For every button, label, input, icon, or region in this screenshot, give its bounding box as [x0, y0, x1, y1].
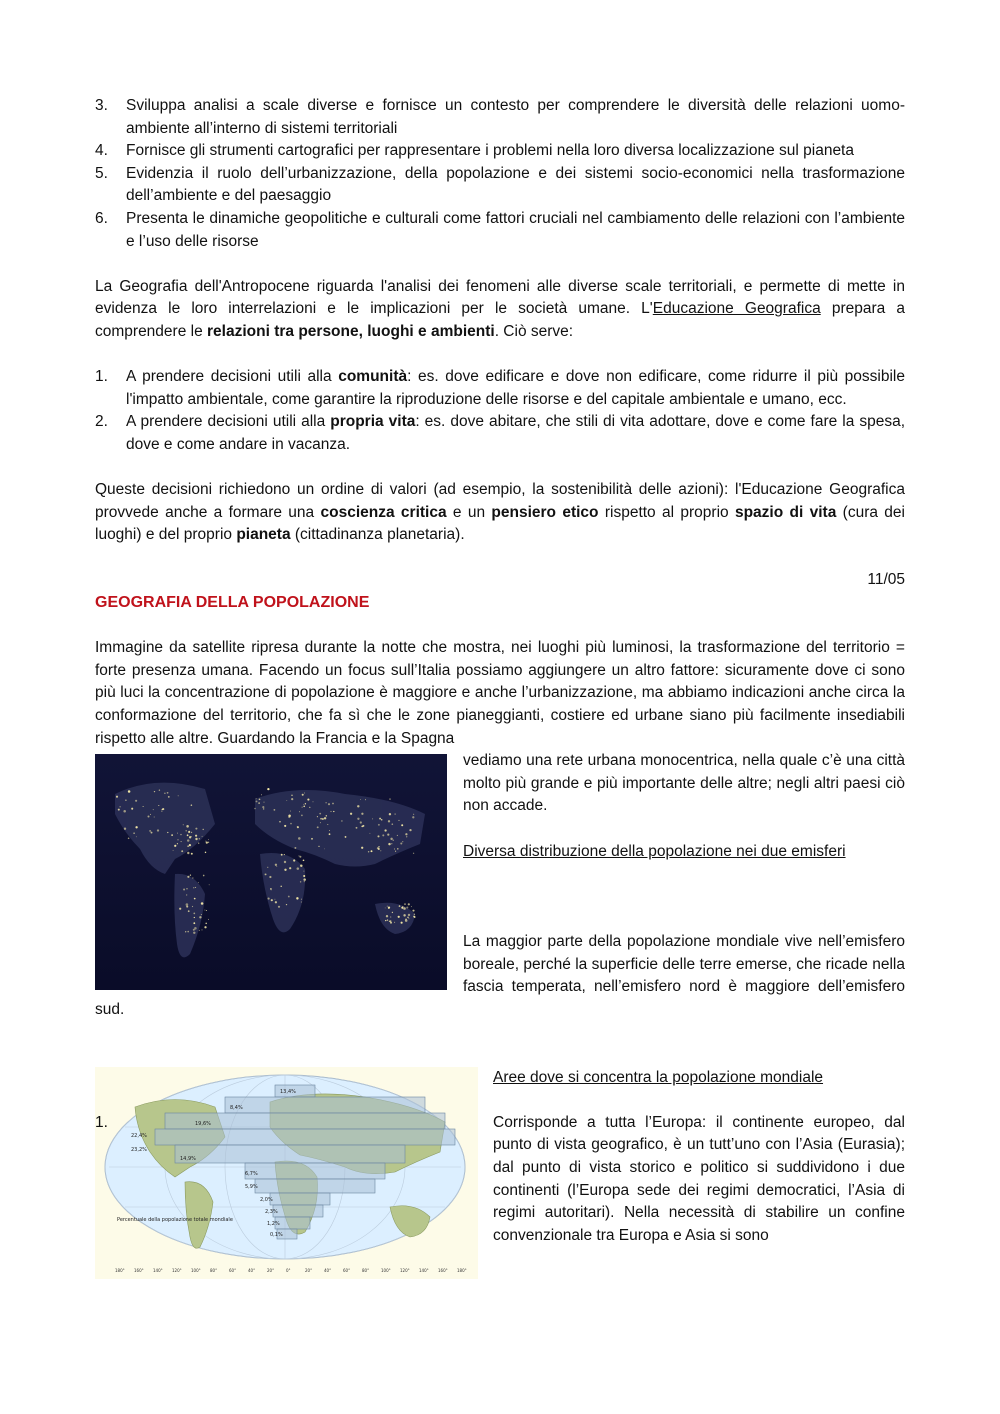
text-span: prepara a comprendere le [95, 300, 905, 340]
paragraph-values [95, 479, 905, 547]
map-percent-label: 2,3% [265, 1208, 278, 1215]
map-axis-label: 60° [343, 1267, 351, 1273]
map-axis-label: 40° [248, 1267, 256, 1273]
bold-text: coscienza critica [320, 503, 447, 521]
list-number: 4. [95, 142, 108, 160]
map-percent-label: 19,6% [195, 1120, 211, 1127]
map-percent-label: 22,4% [131, 1132, 147, 1139]
paragraph-antropocene [95, 276, 905, 344]
list-decisions [95, 366, 905, 456]
list-number: 5. [95, 164, 108, 182]
map-percent-label: 5,9% [245, 1183, 258, 1190]
text-span: La Geografia dell'Antropocene riguarda l'analisi dei fenomeni alle diverse scale territoriali, e permette di mette in evidenza le loro interrelazioni e le implicazioni per le società umane. L' [95, 277, 905, 318]
bold-text: pensiero etico [491, 503, 599, 521]
paragraph-france-spain: vediamo una rete urbana monocentrica, nella quale c’è una città molto più grande e più importante delle altre; negli altri paesi ciò non accade. [463, 752, 905, 815]
map-percent-label: 1,2% [267, 1220, 280, 1227]
map-percent-label: 14,9% [180, 1155, 196, 1162]
bold-text: pianeta [236, 526, 291, 544]
list-item [95, 95, 905, 140]
list-number: 3. [95, 97, 108, 114]
text-span: Queste decisioni richiedono un ordine di valori (ad esempio, la sostenibilità delle azioni): l'Educazione Geografica provvede anche a formare una [95, 481, 905, 521]
list-item [95, 366, 905, 411]
map-percent-label: 0,1% [270, 1231, 283, 1238]
list-text: : es. dove edificare e dove non edificare, come ridurre il più possibile l'impatto ambientale, come garantire la riproduzione delle risorse e del capitale ambientale e umano, ecc. [126, 368, 905, 408]
list-text: Fornisce gli strumenti cartografici per rappresentare i problemi nella loro diversa localizzazione sul pianeta [126, 142, 854, 160]
map-axis-label: 60° [229, 1267, 237, 1273]
map-axis-label: 160° [438, 1267, 448, 1273]
educazione-geografica-link: Educazione Geografica [652, 300, 821, 318]
paragraph-satellite: Immagine da satellite ripresa durante la notte che mostra, nei luoghi più luminosi, la trasformazione del territorio = forte presenza umana. Facendo un focus sull’Italia possiamo aggiungere un altro fattore: sicuramente dove ci sono più luci la concentrazione di popolazione è maggiore e anche l’urbanizzazione, ma abbiamo indicazioni anche circa la conformazione del territorio, che fa sì che le zone pianeggianti, costiere ed urbane siano più facilmente insediabili rispetto alle altre. Guardando la Francia e la Spagna [95, 639, 905, 747]
text-span: . Ciò serve: [494, 322, 574, 340]
map-axis-label: 40° [324, 1267, 332, 1273]
map-axis-label: 160° [134, 1267, 144, 1273]
map-axis-label: 100° [191, 1267, 201, 1273]
map-axis-label: 140° [419, 1267, 429, 1273]
map-axis-label: 0° [286, 1267, 291, 1273]
map-percent-label: 6,7% [245, 1170, 258, 1177]
bold-text: relazioni tra persone, luoghi e ambienti [207, 322, 495, 340]
map-axis-label: 100° [381, 1267, 391, 1273]
list-item [95, 411, 905, 456]
paragraph-hemispheres: La maggior parte della popolazione mondiale vive nell’emisfero boreale, perché la superficie delle terre emerse, che ricade nella fascia temperata, nell’emisfero nord è maggiore dell’emisfero sud. [95, 932, 905, 1018]
list-item [95, 140, 905, 163]
subheading-hemispheres: Diversa distribuzione della popolazione nei due emisferi [463, 842, 846, 860]
list-number: 6. [95, 209, 108, 227]
section-heading: GEOGRAFIA DELLA POPOLAZIONE [95, 594, 370, 612]
list-item [95, 163, 905, 208]
list-text: Corrisponde a tutta l’Europa: il continente europeo, dal punto di vista geografico, è un tutt’uno con l’Asia (Eurasia); dal punto di vista storico e politico si suddividono i due continenti (l’Europa sede dei regimi democratici, l’Asia di regimi autoritari). Nella necessità di stabilire un confine convenzionale tra Europa e Asia si sono [493, 1113, 905, 1244]
list-roles [95, 95, 905, 253]
bold-text: comunità [338, 368, 408, 386]
list-areas [95, 1112, 905, 1248]
list-text: Presenta le dinamiche geopolitiche e culturali come fattori cruciali nel cambiamento delle relazioni con l’ambiente e l’uso delle risorse [126, 209, 905, 250]
map-legend-text: Percentuale della popolazione totale mondiale [117, 1216, 233, 1223]
text-span: rispetto al proprio [598, 503, 735, 521]
list-text: Sviluppa analisi a scale diverse e fornisce un contesto per comprendere le diversità delle relazioni uomo-ambiente all’interno di sistemi territoriali [126, 97, 905, 137]
bold-text: spazio di vita [734, 503, 837, 521]
text-span: (cura dei luoghi) e del proprio [95, 503, 905, 544]
list-text: A prendere decisioni utili alla [126, 413, 331, 431]
map-axis-label: 120° [172, 1267, 182, 1273]
list-number: 1. [95, 1113, 108, 1131]
map-percent-label: 13,4% [280, 1088, 296, 1095]
date-label: 11/05 [867, 571, 905, 589]
map-axis-label: 20° [305, 1267, 313, 1273]
list-text: Evidenzia il ruolo dell’urbanizzazione, della popolazione e dei sistemi socio-economici nella trasformazione dell’ambiente e del paesaggio [126, 164, 905, 205]
subheading-areas: Aree dove si concentra la popolazione mondiale [493, 1068, 824, 1086]
list-text: : es. dove abitare, che stili di vita adottare, dove e come fare la spesa, dove e come andare in vacanza. [126, 413, 905, 453]
map-axis-label: 180° [457, 1267, 467, 1273]
night-earth-image [95, 754, 447, 990]
bold-text: propria vita [330, 413, 416, 431]
list-number: 1. [95, 368, 108, 386]
list-item [95, 208, 905, 253]
list-text: A prendere decisioni utili alla [126, 368, 339, 386]
map-percent-label: 23,2% [131, 1146, 147, 1153]
text-span: e un [446, 503, 492, 521]
list-number: 2. [95, 413, 108, 431]
map-percent-label: 2,0% [260, 1196, 273, 1203]
map-axis-label: 120° [400, 1267, 410, 1273]
list-item [95, 1112, 905, 1248]
map-axis-label: 20° [267, 1267, 275, 1273]
night-map-graphic [95, 754, 447, 990]
map-axis-label: 180° [115, 1267, 125, 1273]
map-percent-label: 8,4% [230, 1104, 243, 1111]
map-axis-label: 140° [153, 1267, 163, 1273]
map-axis-label: 80° [210, 1267, 218, 1273]
map-axis-label: 80° [362, 1267, 370, 1273]
text-span: (cittadinanza planetaria). [290, 526, 465, 544]
